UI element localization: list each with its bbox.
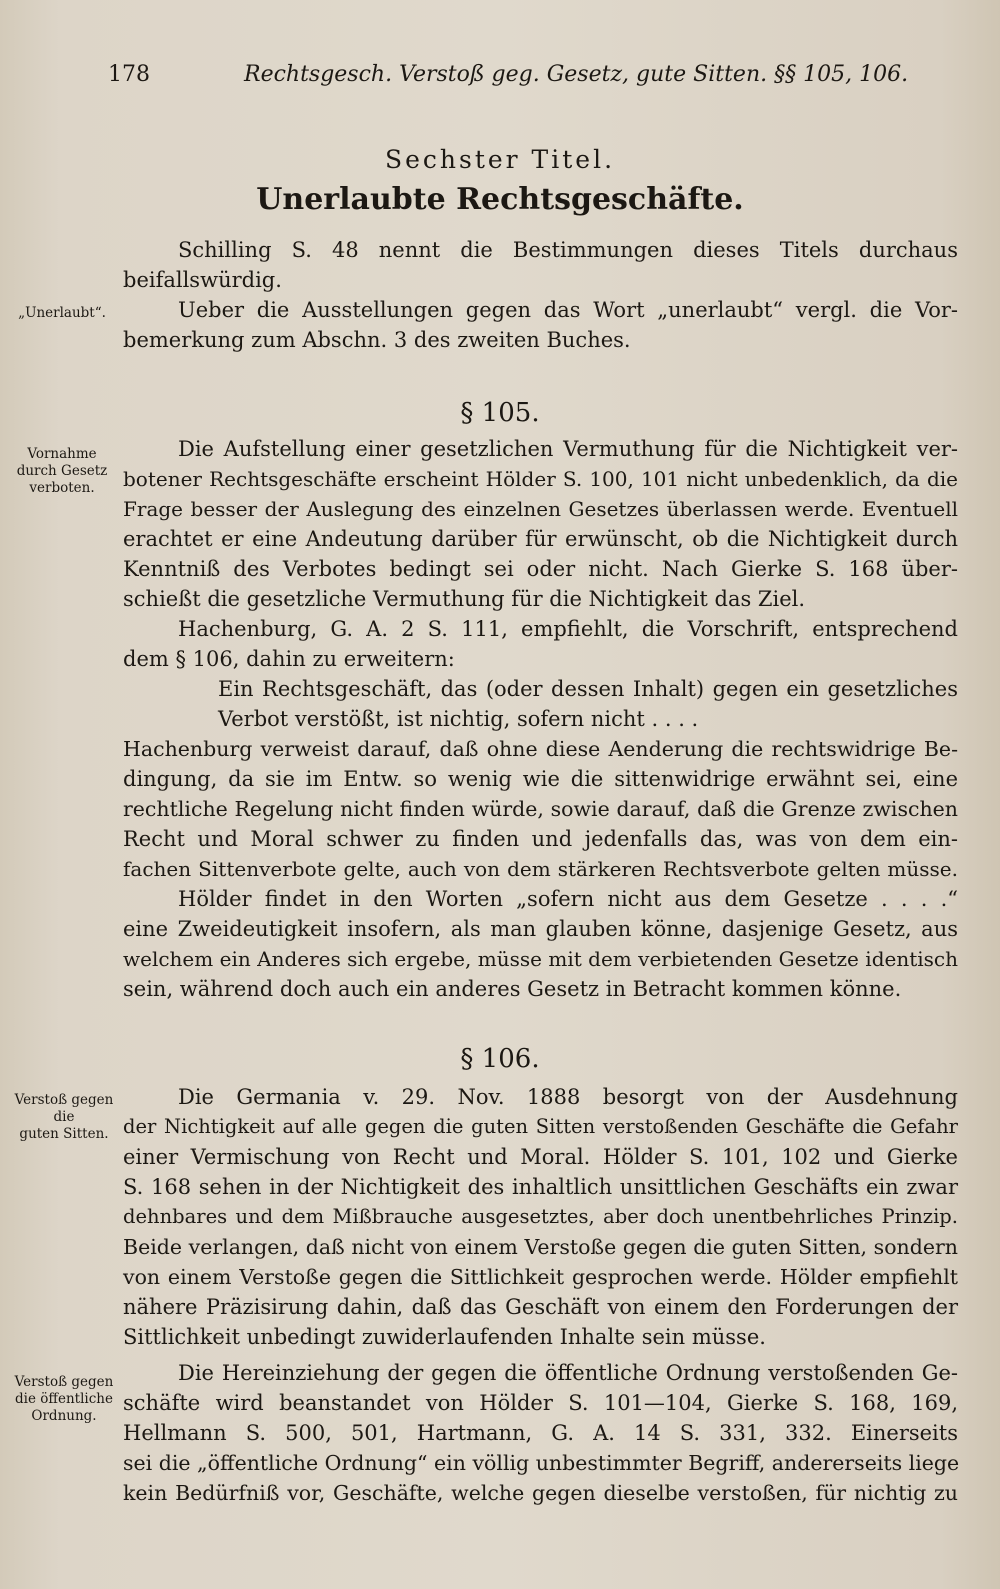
- body-line: S. 168 sehen in der Nichtigkeit des inhaltlich unsittlichen Geschäfts ein zwar: [123, 1175, 958, 1199]
- margin-note-vornahme: Vornahme durch Gesetz verboten.: [16, 446, 108, 496]
- body-line: der Nichtigkeit auf alle gegen die guten Sitten verstoßenden Geschäfte die Gefahr: [123, 1115, 958, 1138]
- section-heading-105: § 105.: [460, 398, 540, 428]
- body-line: schäfte wird beanstandet von Hölder S. 101—104, Gierke S. 168, 169,: [123, 1391, 958, 1415]
- body-line: fachen Sittenverbote gelte, auch von dem stärkeren Rechtsverbote gelten müsse.: [123, 857, 958, 881]
- running-title: Rechtsgesch. Verstoß geg. Gesetz, gute Sitten. §§ 105, 106.: [244, 62, 909, 87]
- body-line: Die Hereinziehung der gegen die öffentliche Ordnung verstoßenden Ge-: [178, 1361, 958, 1385]
- body-line: Frage besser der Auslegung des einzelnen Gesetzes überlassen werde. Eventuell: [123, 497, 958, 521]
- body-line: von einem Verstoße gegen die Sittlichkeit gesprochen werde. Hölder empfiehlt: [123, 1265, 958, 1289]
- body-line: dingung, da sie im Entw. so wenig wie die sittenwidrige erwähnt sei, eine: [123, 767, 958, 791]
- body-line: Hellmann S. 500, 501, Hartmann, G. A. 14 S. 331, 332. Einerseits: [123, 1421, 958, 1445]
- body-line: erachtet er eine Andeutung darüber für erwünscht, ob die Nichtigkeit durch: [123, 527, 958, 551]
- chapter-heading: Unerlaubte Rechtsgeschäfte.: [256, 182, 744, 217]
- body-line: Beide verlangen, daß nicht von einem Verstoße gegen die guten Sitten, sondern: [123, 1235, 958, 1259]
- body-line: rechtliche Regelung nicht finden würde, sowie darauf, daß die Grenze zwischen: [123, 797, 958, 821]
- body-line: Die Aufstellung einer gesetzlichen Vermuthung für die Nichtigkeit ver-: [178, 437, 958, 461]
- body-line: kein Bedürfniß vor, Geschäfte, welche gegen dieselbe verstoßen, für nichtig zu: [123, 1481, 958, 1505]
- body-line: dehnbares und dem Mißbrauche ausgesetztes, aber doch unentbehrliches Prinzip.: [123, 1205, 958, 1228]
- body-line: Ueber die Ausstellungen gegen das Wort „unerlaubt“ vergl. die Vor-: [178, 298, 958, 322]
- margin-note-oeffentliche-ordnung: Verstoß gegen die öffentliche Ordnung.: [14, 1374, 114, 1424]
- body-line: einer Vermischung von Recht und Moral. Hölder S. 101, 102 und Gierke: [123, 1145, 958, 1169]
- body-line: dem § 106, dahin zu erweitern:: [123, 647, 455, 671]
- body-line: Sittlichkeit unbedingt zuwiderlaufenden Inhalte sein müsse.: [123, 1325, 766, 1349]
- section-heading-106: § 106.: [460, 1044, 540, 1074]
- body-line: Die Germania v. 29. Nov. 1888 besorgt von der Ausdehnung: [178, 1085, 958, 1109]
- body-line: Hachenburg, G. A. 2 S. 111, empfiehlt, die Vorschrift, entsprechend: [178, 617, 958, 641]
- body-line: welchem ein Anderes sich ergebe, müsse mit dem verbietenden Gesetze identisch: [123, 947, 958, 971]
- page-number: 178: [108, 62, 150, 87]
- running-head: [108, 54, 968, 94]
- body-line: eine Zweideutigkeit insofern, als man glauben könne, dasjenige Gesetz, aus: [123, 917, 958, 941]
- quote-line: Verbot verstößt, ist nichtig, sofern nicht . . . .: [218, 707, 699, 731]
- quote-line: Ein Rechtsgeschäft, das (oder dessen Inhalt) gegen ein gesetzliches: [218, 677, 958, 701]
- body-line: bemerkung zum Abschn. 3 des zweiten Buches.: [123, 328, 631, 352]
- body-line: beifallswürdig.: [123, 268, 282, 292]
- body-line: sein, während doch auch ein anderes Gesetz in Betracht kommen könne.: [123, 977, 902, 1001]
- body-line: botener Rechtsgeschäfte erscheint Hölder S. 100, 101 nicht unbedenklich, da die: [123, 467, 958, 491]
- body-line: Hölder findet in den Worten „sofern nicht aus dem Gesetze . . . .“: [178, 887, 958, 911]
- margin-note-unerlaubt: „Unerlaubt“.: [18, 305, 106, 321]
- body-line: Schilling S. 48 nennt die Bestimmungen dieses Titels durchaus: [178, 238, 958, 262]
- body-line: nähere Präzisirung dahin, daß das Geschäft von einem den Forderungen der: [123, 1295, 958, 1319]
- title-label: Sechster Titel.: [384, 145, 616, 174]
- body-line: schießt die gesetzliche Vermuthung für die Nichtigkeit das Ziel.: [123, 587, 806, 611]
- body-line: Recht und Moral schwer zu finden und jedenfalls das, was von dem ein-: [123, 827, 958, 851]
- body-line: Kenntniß des Verbotes bedingt sei oder nicht. Nach Gierke S. 168 über-: [123, 557, 958, 581]
- margin-note-gute-sitten: Verstoß gegen die guten Sitten.: [14, 1092, 114, 1142]
- body-line: Hachenburg verweist darauf, daß ohne diese Aenderung die rechtswidrige Be-: [123, 737, 958, 761]
- body-line: sei die „öffentliche Ordnung“ ein völlig unbestimmter Begriff, andererseits liege: [123, 1451, 960, 1475]
